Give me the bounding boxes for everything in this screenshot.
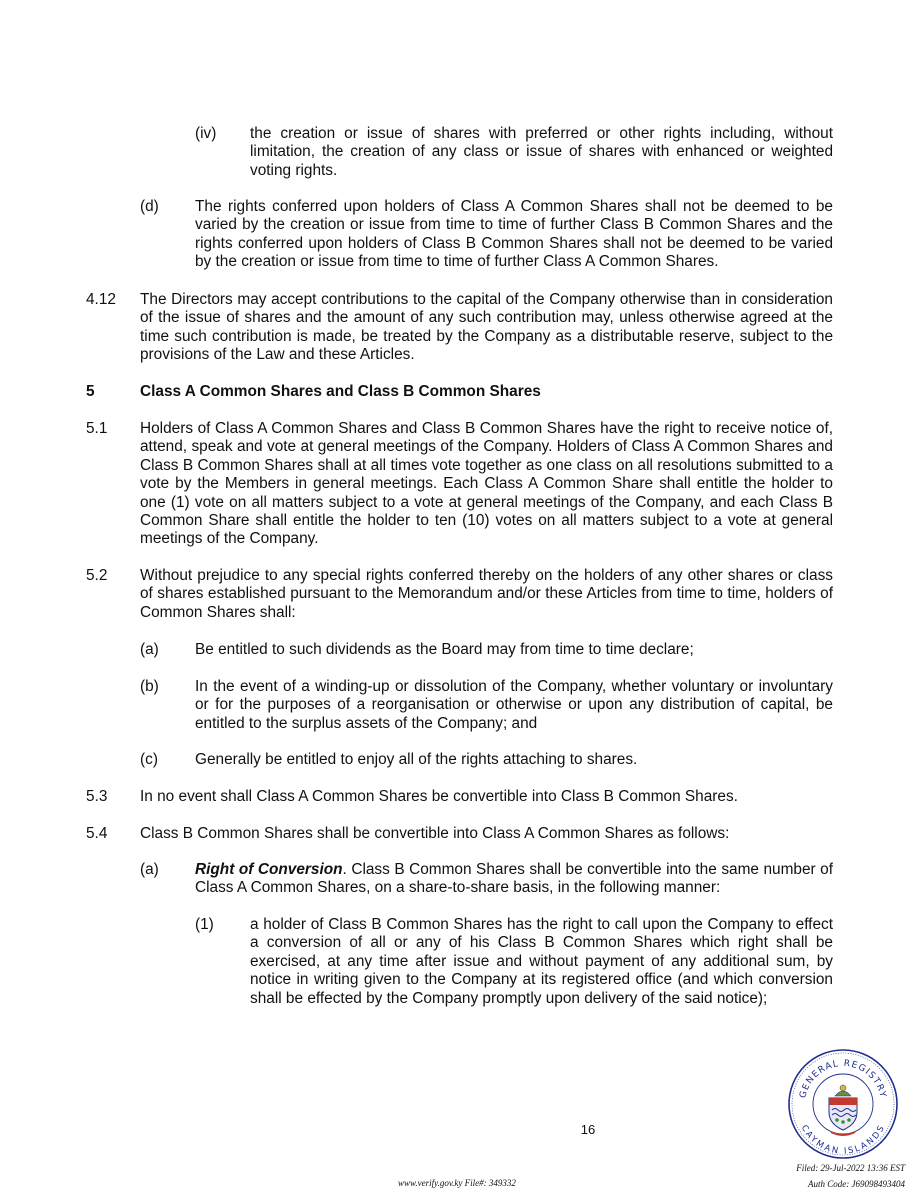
section-text: The Directors may accept contributions to the capital of the Company otherwise than in consideration of the issue of shares and the amount of any such contribution may, unless otherwise agreed at the time such contribution is made, be treated by the Company as a distributable reserve, subject to the provisions of the Law and these Articles. xyxy=(140,291,833,364)
section-number: 5.2 xyxy=(86,567,108,584)
page-number: 16 xyxy=(580,1122,596,1137)
clause-text: In the event of a winding-up or dissolution of the Company, whether voluntary or involuntary or for the purposes of a reorganisation or otherwise or upon any distribution of capital, be entitled to the surplus assets of the Company; and xyxy=(195,678,833,732)
filing-stamp xyxy=(780,1160,905,1192)
section-text: In no event shall Class A Common Shares be convertible into Class B Common Shares. xyxy=(140,788,738,805)
clause-number: (iv) xyxy=(195,125,217,142)
verify-file-stamp: www.verify.gov.ky File#: 349332 xyxy=(398,1178,516,1188)
crest-icon xyxy=(829,1085,857,1135)
seal-bottom-text: CAYMAN ISLANDS xyxy=(798,1123,888,1157)
clause-number: (b) xyxy=(140,678,159,695)
clause-number: (a) xyxy=(140,641,159,658)
clause-text: The rights conferred upon holders of Class A Common Shares shall not be deemed to be varied by the creation or issue from time to time of further Class B Common Shares and the rights conferred upon holders of Class B Common Shares shall not be deemed to be varied by the creation or issue from time to time of further Class A Common Shares. xyxy=(195,198,833,271)
seal-top-text: GENERAL REGISTRY xyxy=(798,1058,888,1100)
general-registry-seal xyxy=(787,1048,899,1160)
clause-text: a holder of Class B Common Shares has the right to call upon the Company to effect a conversion of all or any of his Class B Common Shares which right shall be exercised, at any time after issue and without payment of any additional sum, by notice in writing given to the Company at its registered office (and which conversion shall be effected by the Company promptly upon delivery of the said notice); xyxy=(250,916,833,1007)
clause-number: (c) xyxy=(140,751,158,768)
clause-number: (d) xyxy=(140,198,159,215)
filed-date: Filed: 29-Jul-2022 13:36 EST xyxy=(796,1163,905,1173)
clause-text: Be entitled to such dividends as the Board may from time to time declare; xyxy=(195,641,694,658)
clause-number: (a) xyxy=(140,861,159,878)
clause-number: (1) xyxy=(195,916,214,933)
clause-text xyxy=(195,861,833,898)
heading-text: Class A Common Shares and Class B Common Shares xyxy=(140,383,541,400)
section-number: 5.4 xyxy=(86,825,108,842)
section-text: Holders of Class A Common Shares and Class B Common Shares have the right to receive notice of, attend, speak and vote at general meetings of the Company. Holders of Class A Common Shares and Class B Common Shares shall at all times vote together as one class on all resolutions submitted to a vote by the Members in general meetings. Each Class A Common Share shall entitle the holder to one (1) vote on all matters subject to a vote at general meetings of the Company, and each Class B Common Share shall entitle the holder to ten (10) votes on all matters subject to a vote at general meetings of the Company. xyxy=(140,420,833,548)
section-number: 4.12 xyxy=(86,291,116,308)
clause-text: Generally be entitled to enjoy all of the rights attaching to shares. xyxy=(195,751,638,768)
heading-number: 5 xyxy=(86,383,95,400)
section-number: 5.1 xyxy=(86,420,108,437)
section-text: Class B Common Shares shall be convertible into Class A Common Shares as follows: xyxy=(140,825,730,842)
auth-code: Auth Code: J69098493404 xyxy=(808,1179,905,1189)
clause-lead: Right of Conversion xyxy=(195,861,343,878)
clause-body: . Class B Common Shares shall be convertible into the same number of Class A Common Shares, on a share-to-share basis, in the following manner: xyxy=(195,861,834,897)
section-number: 5.3 xyxy=(86,788,108,805)
clause-text: the creation or issue of shares with preferred or other rights including, without limitation, the creation of any class or issue of shares with enhanced or weighted voting rights. xyxy=(250,125,833,179)
section-text: Without prejudice to any special rights conferred thereby on the holders of any other shares or class of shares established pursuant to the Memorandum and/or these Articles from time to time, holders of Common Shares shall: xyxy=(140,567,833,621)
